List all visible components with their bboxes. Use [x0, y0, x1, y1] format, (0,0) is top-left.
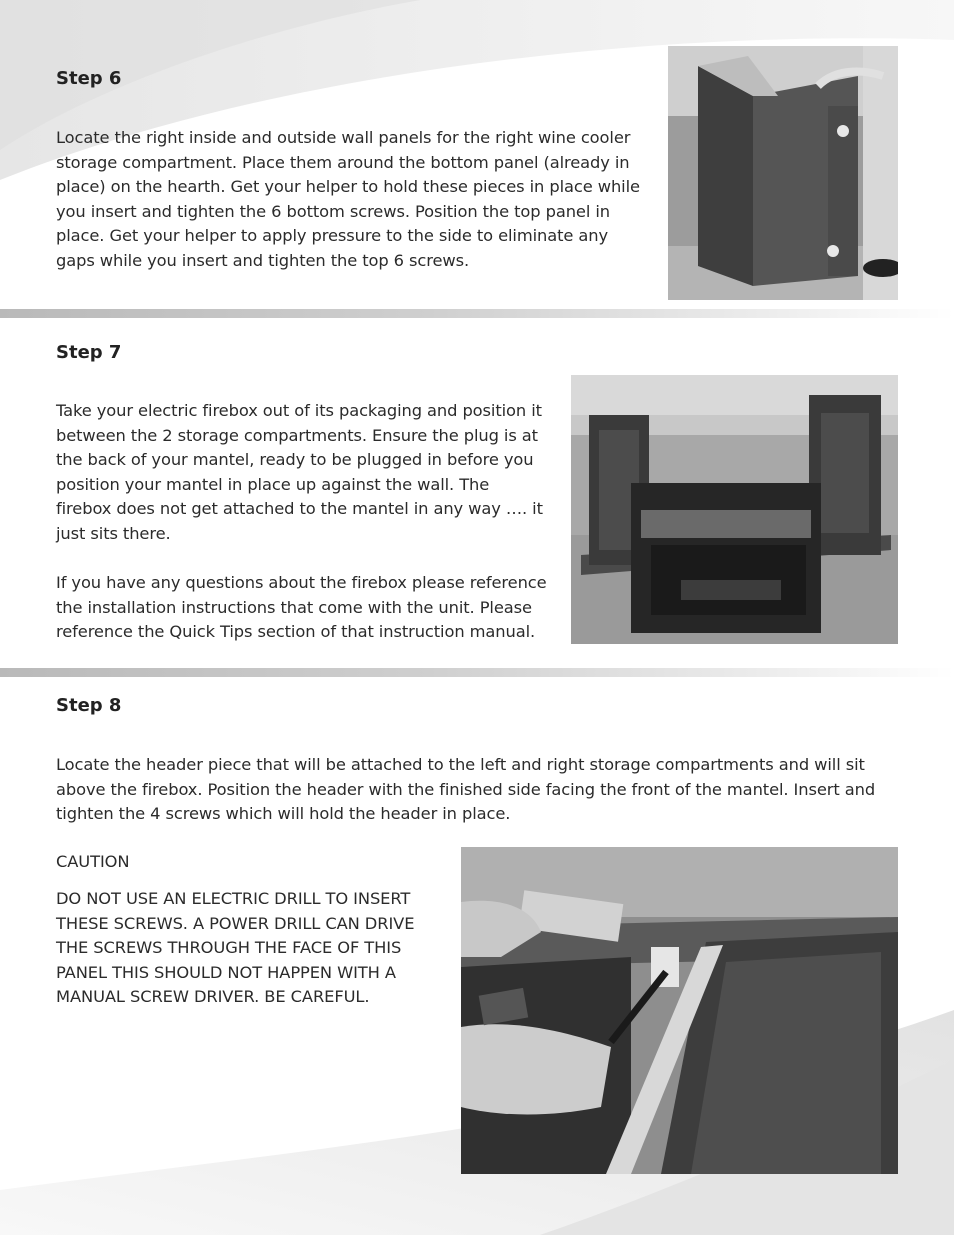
step-7-title: Step 7 [56, 342, 122, 363]
caution-text: DO NOT USE AN ELECTRIC DRILL TO INSERT THESE SCREWS. A POWER DRILL CAN DRIVE THE SCREWS THROUGH THE FACE OF THIS PANEL THIS SHOULD NOT HAPPEN WITH A MANUAL SCREW DRIVER. BE CAREFUL. [56, 889, 415, 1007]
step-6-text: Locate the right inside and outside wall panels for the right wine cooler storage compartment. Place them around the bottom panel (already in place) on the hearth. Get your helper to hold these pieces in place while you insert and tighten the 6 bottom screws. Position the top panel in place. Get your helper to apply pressure to the side to eliminate any gaps while you insert and tighten the top 6 screws. [56, 128, 640, 270]
step-7-text-2: If you have any questions about the firebox please reference the installation instructions that come with the unit. Please reference the Quick Tips section of that instruction manual. [56, 573, 547, 642]
step-8-title: Step 8 [56, 695, 122, 716]
caution-label: CAUTION [56, 852, 130, 871]
section-divider-2 [0, 668, 954, 677]
step-7-photo [571, 375, 898, 644]
step-8-text: Locate the header piece that will be attached to the left and right storage compartments and will sit above the firebox. Position the header with the finished side facing the front of the mantel. Insert and tighten the 4 screws which will hold the header in place. [56, 755, 876, 824]
step-6-photo [668, 46, 898, 300]
step-6-title: Step 6 [56, 68, 122, 89]
step-7-text: Take your electric firebox out of its packaging and position it between the 2 storage compartments. Ensure the plug is at the back of your mantel, ready to be plugged in before you position your mantel in place up against the wall. The firebox does not get attached to the mantel in any way …. it just sits there. [56, 401, 543, 543]
step-8-photo [461, 847, 898, 1174]
section-divider-1 [0, 309, 954, 318]
